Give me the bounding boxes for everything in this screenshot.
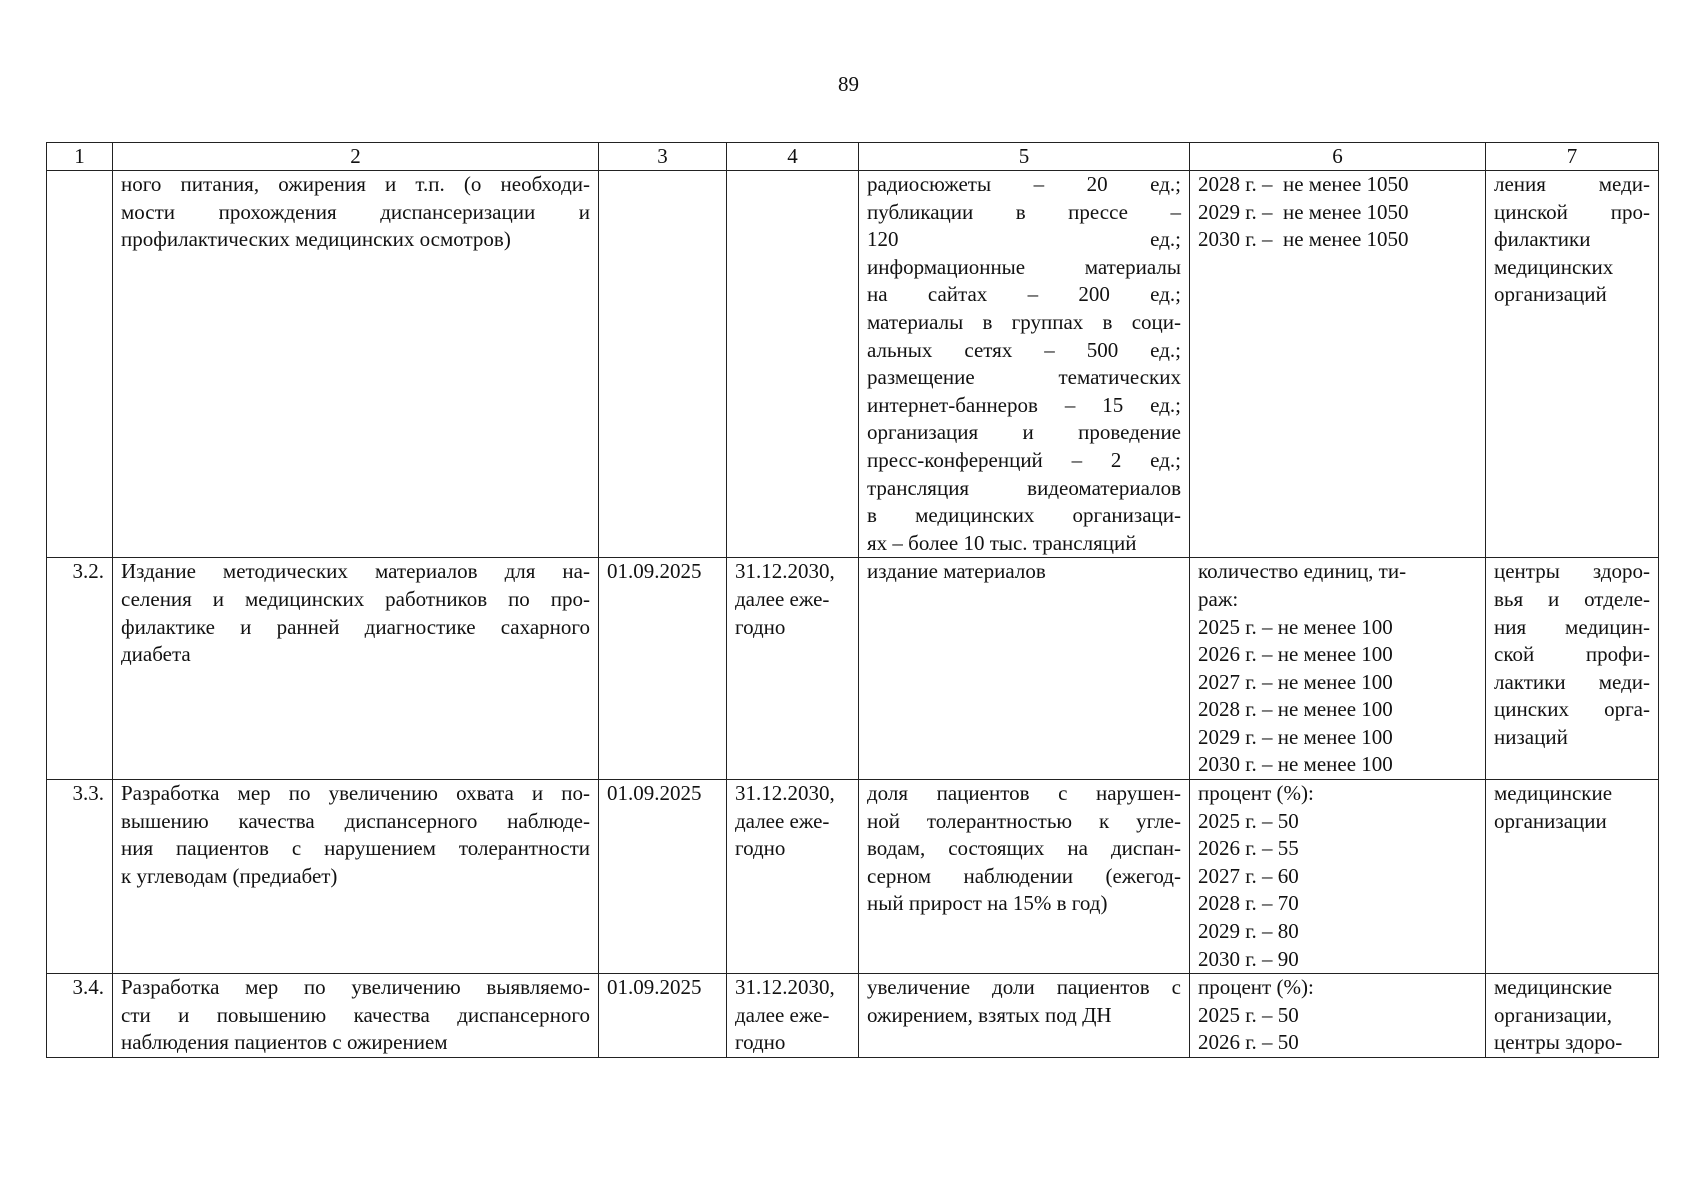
cell-text-line: ного питания, ожирения и т.п. (о необходи- — [121, 172, 590, 196]
cell-text-line: центры здоро- — [1494, 1030, 1623, 1055]
cell-text-line: публикации в прессе – — [867, 199, 1181, 224]
cell-text-line: годно — [735, 836, 786, 861]
cell-text-line: процент (%): — [1198, 975, 1314, 1000]
cell-text-line: информационные материалы — [867, 254, 1181, 279]
cell-text-line: 2028 г. – не менее 100 — [1198, 697, 1393, 722]
cell-text-line: 01.09.2025 — [607, 975, 702, 1000]
cell-text-line: низаций — [1494, 724, 1568, 749]
cell-item-number: 3.2. — [47, 558, 113, 780]
cell-end-date — [727, 780, 859, 974]
table-row — [47, 558, 1659, 780]
cell-text-line: медицинских — [1494, 254, 1614, 279]
cell-text-line: 2028 г. – не менее 1050 — [1198, 172, 1409, 196]
cell-target-values — [1190, 780, 1486, 974]
cell-text-line: раж: — [1198, 586, 1239, 611]
cell-text-line: организаций — [1494, 282, 1607, 307]
cell-text-line: альных сетях – 500 ед.; — [867, 337, 1181, 362]
table-body — [47, 171, 1659, 1058]
cell-text-line: ный прирост на 15% в год) — [867, 891, 1108, 916]
cell-text-line: Разработка мер по увеличению охвата и по- — [121, 781, 590, 806]
column-header: 7 — [1486, 143, 1659, 171]
cell-text-line: водам, состоящих на диспан- — [867, 836, 1181, 861]
cell-text-line: диабета — [121, 642, 191, 667]
cell-indicator — [859, 171, 1190, 558]
cell-text-line: 2029 г. – 80 — [1198, 919, 1299, 944]
column-header: 5 — [859, 143, 1190, 171]
cell-target-values — [1190, 171, 1486, 558]
cell-text-line: медицинские — [1494, 781, 1613, 806]
cell-text-line: 120 ед.; — [867, 227, 1181, 252]
cell-text-line: на сайтах – 200 ед.; — [867, 282, 1181, 307]
cell-text-line: годно — [735, 614, 786, 639]
cell-indicator — [859, 780, 1190, 974]
cell-measure-description — [113, 558, 599, 780]
cell-text-line: Разработка мер по увеличению выявляемо- — [121, 975, 590, 1000]
table-row — [47, 974, 1659, 1058]
cell-text-line: увеличение доли пациентов с — [867, 975, 1181, 1000]
cell-start-date — [599, 780, 727, 974]
cell-text-line: 2030 г. – 90 — [1198, 946, 1299, 971]
cell-text-line: 01.09.2025 — [607, 781, 702, 806]
cell-text-line: ской профи- — [1494, 642, 1650, 667]
table-header-row — [47, 143, 1659, 171]
cell-responsible — [1486, 974, 1659, 1058]
cell-text-line: ления меди- — [1494, 172, 1650, 196]
cell-text-line: Издание методических материалов для на- — [121, 559, 590, 584]
cell-start-date — [599, 171, 727, 558]
cell-text-line: организации — [1494, 808, 1607, 833]
cell-text-line: вышению качества диспансерного наблюде- — [121, 808, 590, 833]
table-row — [47, 171, 1659, 558]
cell-measure-description — [113, 974, 599, 1058]
cell-text-line: 01.09.2025 — [607, 559, 702, 584]
cell-target-values — [1190, 558, 1486, 780]
cell-text-line: 31.12.2030, — [735, 781, 835, 806]
cell-text-line: в медицинских организаци- — [867, 503, 1181, 528]
cell-text-line: 2029 г. – не менее 1050 — [1198, 199, 1409, 224]
cell-text-line: организации, — [1494, 1002, 1612, 1027]
cell-text-line: далее еже- — [735, 586, 830, 611]
cell-text-line: трансляция видеоматериалов — [867, 475, 1181, 500]
cell-text-line: 2030 г. – не менее 1050 — [1198, 227, 1409, 252]
cell-item-number: 3.4. — [47, 974, 113, 1058]
cell-text-line: 2028 г. – 70 — [1198, 891, 1299, 916]
cell-text-line: сти и повышению качества диспансерного — [121, 1002, 590, 1027]
column-header: 1 — [47, 143, 113, 171]
cell-text-line: к углеводам (предиабет) — [121, 863, 338, 888]
cell-text-line: 31.12.2030, — [735, 975, 835, 1000]
cell-target-values — [1190, 974, 1486, 1058]
cell-text-line: годно — [735, 1030, 786, 1055]
cell-text-line: 2025 г. – не менее 100 — [1198, 614, 1393, 639]
page-number: 89 — [838, 72, 859, 96]
cell-text-line: далее еже- — [735, 808, 830, 833]
cell-text-line: центры здоро- — [1494, 559, 1650, 584]
cell-text-line: 2027 г. – не менее 100 — [1198, 669, 1393, 694]
cell-text-line: вья и отделе- — [1494, 586, 1650, 611]
cell-indicator — [859, 558, 1190, 780]
cell-end-date — [727, 171, 859, 558]
cell-text-line: 31.12.2030, — [735, 559, 835, 584]
cell-text-line: пресс-конференций – 2 ед.; — [867, 447, 1181, 472]
cell-text-line: ния медицин- — [1494, 614, 1650, 639]
cell-text-line: ния пациентов с нарушением толерантности — [121, 836, 590, 861]
measures-table — [46, 142, 1659, 1058]
column-header: 6 — [1190, 143, 1486, 171]
cell-start-date — [599, 974, 727, 1058]
cell-text-line: 2025 г. – 50 — [1198, 1002, 1299, 1027]
cell-responsible — [1486, 780, 1659, 974]
cell-start-date — [599, 558, 727, 780]
cell-text-line: интернет-баннеров – 15 ед.; — [867, 392, 1181, 417]
cell-text-line: 2026 г. – 50 — [1198, 1030, 1299, 1055]
cell-text-line: 2026 г. – 55 — [1198, 836, 1299, 861]
cell-text-line: профилактических медицинских осмотров) — [121, 227, 511, 252]
cell-text-line: филактики — [1494, 227, 1591, 252]
column-header: 4 — [727, 143, 859, 171]
cell-responsible — [1486, 558, 1659, 780]
cell-text-line: селения и медицинских работников по про- — [121, 586, 590, 611]
cell-text-line: организация и проведение — [867, 420, 1181, 445]
cell-text-line: процент (%): — [1198, 781, 1314, 806]
cell-text-line: материалы в группах в соци- — [867, 309, 1181, 334]
cell-measure-description — [113, 171, 599, 558]
column-header: 3 — [599, 143, 727, 171]
cell-text-line: филактике и ранней диагностике сахарного — [121, 614, 590, 639]
cell-text-line: 2025 г. – 50 — [1198, 808, 1299, 833]
cell-text-line: 2030 г. – не менее 100 — [1198, 752, 1393, 777]
cell-text-line: цинской про- — [1494, 199, 1650, 224]
cell-text-line: далее еже- — [735, 1002, 830, 1027]
cell-text-line: наблюдения пациентов с ожирением — [121, 1030, 448, 1055]
cell-text-line: 2026 г. – не менее 100 — [1198, 642, 1393, 667]
table-row — [47, 780, 1659, 974]
cell-text-line: ной толерантностью к угле- — [867, 808, 1181, 833]
cell-text-line: серном наблюдении (ежегод- — [867, 863, 1181, 888]
cell-text-line: ожирением, взятых под ДН — [867, 1002, 1112, 1027]
cell-text-line: количество единиц, ти- — [1198, 559, 1407, 584]
cell-text-line: 2027 г. – 60 — [1198, 863, 1299, 888]
cell-text-line: цинских орга- — [1494, 697, 1650, 722]
cell-text-line: радиосюжеты – 20 ед.; — [867, 172, 1181, 196]
cell-text-line: лактики меди- — [1494, 669, 1650, 694]
cell-end-date — [727, 974, 859, 1058]
column-header: 2 — [113, 143, 599, 171]
cell-text-line: издание материалов — [867, 559, 1046, 584]
cell-text-line: медицинские — [1494, 975, 1613, 1000]
cell-text-line: мости прохождения диспансеризации и — [121, 199, 590, 224]
cell-responsible — [1486, 171, 1659, 558]
cell-text-line: размещение тематических — [867, 365, 1181, 390]
cell-end-date — [727, 558, 859, 780]
cell-item-number: 3.3. — [47, 780, 113, 974]
cell-text-line: доля пациентов с нарушен- — [867, 781, 1181, 806]
cell-text-line: ях – более 10 тыс. трансляций — [867, 530, 1137, 555]
cell-text-line: 2029 г. – не менее 100 — [1198, 724, 1393, 749]
cell-measure-description — [113, 780, 599, 974]
cell-item-number — [47, 171, 113, 558]
cell-indicator — [859, 974, 1190, 1058]
